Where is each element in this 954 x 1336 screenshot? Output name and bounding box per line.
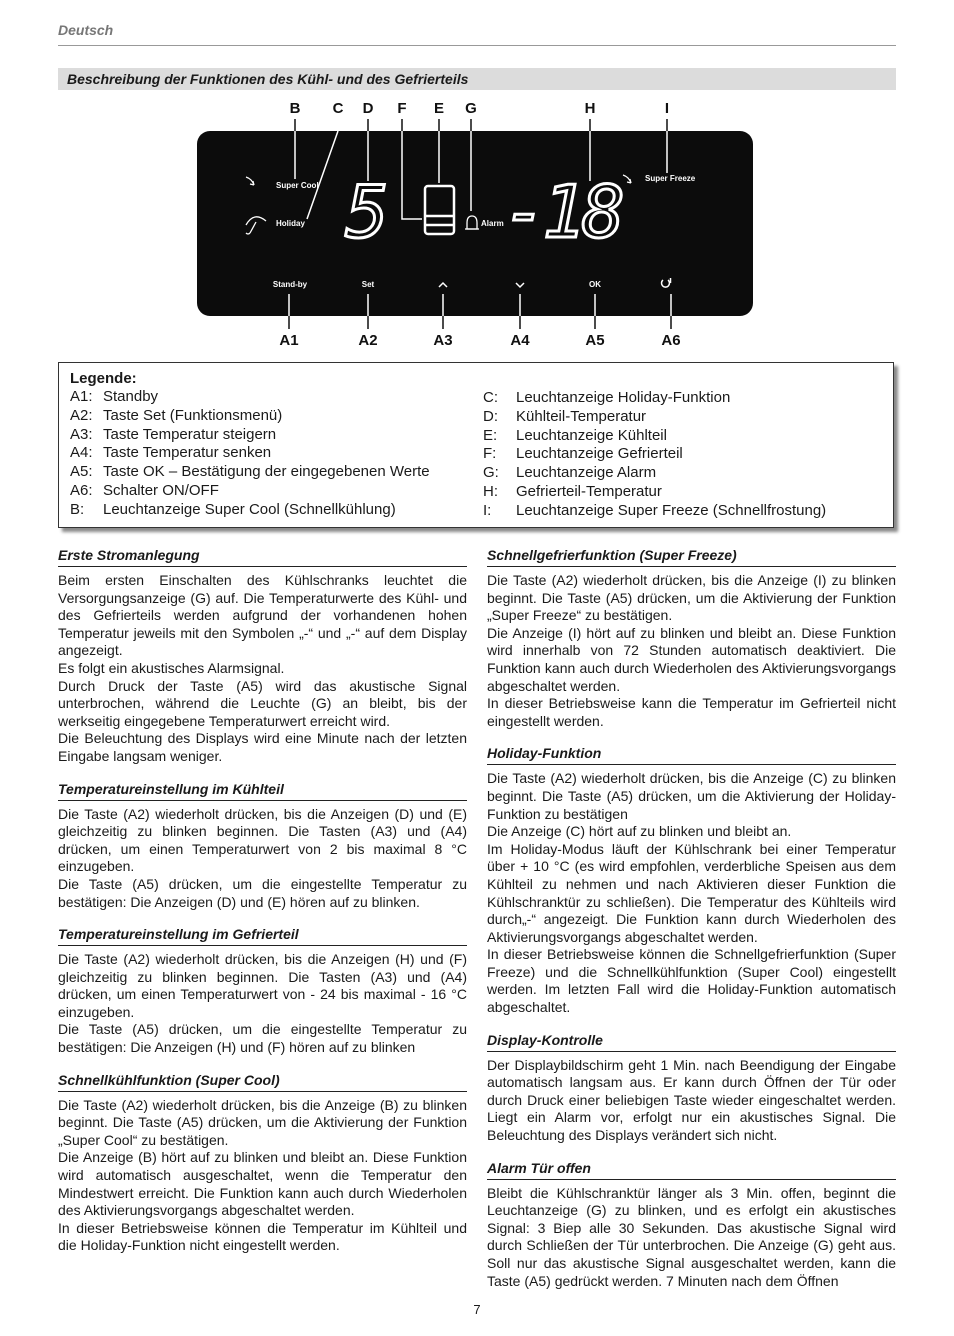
- legend-key: G:: [483, 464, 499, 482]
- legend-text: Leuchtanzeige Super Freeze (Schnellfrostung): [516, 501, 827, 519]
- legend-item: [483, 408, 826, 427]
- paragraph: Beim ersten Einschalten des Kühlschranks leuchtet die Versorgungsanzeige (G) auf. Die Temperaturwerte des Kühl- und des Gefrierteils werden aufgrund der vorhandenen hohen Temperatur jeweils mit den Symbolen „-“ und „-“ auf dem Display angezeigt.: [58, 572, 467, 659]
- label-d: D: [362, 100, 374, 117]
- legend-text: Leuchtanzeige Super Cool (Schnellkühlung): [103, 500, 396, 518]
- freezer-temperature-digits: -18: [502, 170, 622, 254]
- section-title: Temperatureinstellung im Kühlteil: [58, 780, 467, 801]
- legend-item: [70, 407, 430, 426]
- legend-text: Taste Temperatur steigern: [103, 425, 277, 443]
- legend-text: Leuchtanzeige Alarm: [516, 464, 657, 482]
- text-section: [58, 1071, 467, 1255]
- text-section: [487, 1031, 896, 1145]
- section-body: [487, 770, 896, 1016]
- section-title: Holiday-Funktion: [487, 744, 896, 765]
- legend-text: Taste Temperatur senken: [103, 444, 272, 462]
- legend-key: C:: [483, 389, 498, 406]
- legend-box: [58, 362, 894, 528]
- label-a4: A4: [510, 332, 530, 349]
- section-body: [58, 806, 467, 912]
- super-cool-label: Super Cool: [276, 181, 319, 190]
- text-section: [487, 744, 896, 1016]
- text-section: [487, 546, 896, 730]
- page-number: 7: [473, 1302, 481, 1317]
- paragraph: Die Taste (A5) drücken, um die eingestellte Temperatur zu bestätigen: Die Anzeigen (H) und (F) hören auf zu blinken: [58, 1021, 467, 1056]
- paragraph: Durch Druck der Taste (A5) wird das akustische Signal unterbrochen, während die Leuchte (G) an bleibt, bis der werkseitig eingegebene Temperaturwert erreicht wird.: [58, 677, 467, 729]
- label-a2: A2: [358, 332, 378, 349]
- section-body: [58, 1097, 467, 1255]
- legend-item: [70, 388, 430, 407]
- section-body: [487, 1185, 896, 1291]
- paragraph: In dieser Betriebsweise kann die Temperatur im Gefrierteil nicht eingestellt werden.: [487, 695, 896, 729]
- legend-text: Leuchtanzeige Holiday-Funktion: [516, 389, 731, 406]
- legend-key: A5:: [70, 463, 93, 481]
- left-text-column: [58, 546, 467, 1269]
- section-body: [58, 572, 467, 766]
- section-body: [58, 951, 467, 1057]
- legend-item: [70, 426, 430, 445]
- paragraph: Die Taste (A2) wiederholt drücken, bis die Anzeigen (D) und (E) gleichzeitig zu blinken beginnen. Die Tasten (A3) und (A4) drücken, um einen Temperaturwert von 2 bis maximal 8 °C einzugeben.: [58, 805, 467, 875]
- super-freeze-label: Super Freeze: [645, 174, 696, 183]
- text-section: [58, 925, 467, 1057]
- legend-text: Leuchtanzeige Gefrierteil: [516, 445, 683, 463]
- legend-item: [70, 444, 430, 463]
- paragraph: Bleibt die Kühlschranktür länger als 3 Min. offen, beginnt die Leuchtanzeige (G) zu blinken, und es erfolgt ein akustisches Signal: 3 Biep alle 30 Sekunden. Das akustische Signal wird durch Schließen der Tür unterbrochen. Die Anzeige (G) geht aus. Soll nur das akustische Signal ausgeschaltet werden, kann die Taste (A5) gedrückt werden. 7 Minuten nach dem Öffnen: [487, 1184, 896, 1289]
- header-language: Deutsch: [58, 22, 114, 38]
- label-a3: A3: [433, 332, 453, 349]
- right-text-column: [487, 546, 896, 1304]
- header-rule: [58, 45, 896, 46]
- text-section: [58, 780, 467, 912]
- label-h: H: [584, 100, 596, 117]
- section-title: Schnellkühlfunktion (Super Cool): [58, 1071, 467, 1092]
- legend-text: Taste Set (Funktionsmenü): [103, 406, 283, 424]
- fridge-temperature-digit: 5: [345, 170, 389, 254]
- legend-title: Legende:: [70, 370, 137, 387]
- label-b: B: [289, 100, 301, 117]
- set-button[interactable]: Set: [361, 280, 375, 289]
- paragraph: In dieser Betriebsweise können die Temperatur im Kühlteil und die Holiday-Funktion nicht eingestellt werden.: [58, 1219, 467, 1254]
- paragraph: Die Taste (A5) drücken, um die eingestellte Temperatur zu bestätigen: Die Anzeigen (D) und (E) hören auf zu blinken.: [58, 875, 467, 910]
- label-c: C: [332, 100, 344, 117]
- legend-key: A4:: [70, 444, 93, 462]
- label-g: G: [465, 100, 477, 117]
- legend-text: Schalter ON/OFF: [103, 481, 219, 499]
- legend-item: [70, 501, 430, 520]
- label-a1: A1: [279, 332, 299, 349]
- legend-text: Gefrierteil-Temperatur: [516, 482, 662, 500]
- legend-key: A3:: [70, 425, 93, 443]
- section-title: Erste Stromanlegung: [58, 546, 467, 567]
- legend-item: [483, 445, 826, 464]
- legend-item: [483, 483, 826, 502]
- paragraph: Die Anzeige (I) hört auf zu blinken und bleibt an. Diese Funktion wird innerhalb von 72 Stunden automatisch deaktiviert. Die Funktion kann auch durch Wiederholen des Aktivierungsvorgangs abgeschaltet werden.: [487, 624, 896, 694]
- alarm-label: Alarm: [481, 219, 504, 228]
- legend-item: [70, 482, 430, 501]
- legend-text: Standby: [103, 388, 159, 405]
- legend-key: A2:: [70, 406, 93, 424]
- section-title: Schnellgefrierfunktion (Super Freeze): [487, 546, 896, 567]
- paragraph: Die Taste (A2) wiederholt drücken, bis die Anzeige (C) zu blinken beginnt. Die Taste (A5) drücken, um die Aktivierung der Holiday-Funktion zu bestätigen: [487, 770, 896, 822]
- legend-key: A6:: [70, 481, 93, 499]
- section-title: Temperatureinstellung im Gefrierteil: [58, 925, 467, 946]
- legend-left-column: [70, 388, 430, 520]
- label-e: E: [433, 100, 445, 117]
- legend-text: Leuchtanzeige Kühlteil: [516, 426, 667, 444]
- section-banner: Beschreibung der Funktionen des Kühl- und des Gefrierteils: [58, 68, 896, 90]
- legend-item: [483, 502, 826, 521]
- legend-key: F:: [483, 445, 497, 463]
- paragraph: Die Taste (A2) wiederholt drücken, bis die Anzeigen (H) und (F) gleichzeitig zu blinken beginnen. Die Tasten (A3) und (A4) drücken, um einen Temperaturwert von - 24 bis maximal - 16 °C einzugeben.: [58, 951, 467, 1020]
- legend-text: Kühlteil-Temperatur: [516, 407, 647, 425]
- standby-button[interactable]: Stand-by: [272, 280, 308, 289]
- paragraph: Die Anzeige (B) hört auf zu blinken und bleibt an. Diese Funktion wird automatisch ausgeschaltet, wenn die Temperatur den Mindestwert erreicht. Die Funktion kann auch durch Wiederholen des Aktivierungsvorgangs abgeschaltet werden.: [58, 1149, 467, 1219]
- legend-key: E:: [483, 426, 498, 444]
- text-section: [487, 1159, 896, 1291]
- paragraph: In dieser Betriebsweise können die Schnellgefrierfunktion (Super Freeze) und die Schnellkühlfunktion (Super Cool) eingestellt werden. Im letzten Fall wird die Holiday-Funktion automatisch abgeschaltet.: [487, 946, 896, 1016]
- section-body: [487, 1057, 896, 1145]
- legend-item: [483, 427, 826, 446]
- paragraph: Der Displaybildschirm geht 1 Min. nach Beendigung der Eingabe automatisch langsam aus. Er kann durch Öffnen der Tür oder durch Druck einer beliebigen Taste wieder eingeschaltet werden. Liegt ein Alarm vor, erfolgt nur ein akustisches Signal. Die Beleuchtung des Displays verändert sich nicht.: [487, 1056, 896, 1144]
- legend-text: Taste OK – Bestätigung der eingegebenen Werte: [103, 463, 430, 481]
- paragraph: Die Anzeige (C) hört auf zu blinken und bleibt an.: [487, 823, 792, 840]
- label-i: I: [664, 100, 670, 117]
- legend-key: A1:: [70, 388, 93, 405]
- legend-key: H:: [483, 482, 498, 500]
- legend-key: I:: [483, 501, 492, 519]
- paragraph: Im Holiday-Modus läuft der Kühlschrank bei einer Temperatur über + 10 °C (es wird empfohlen, verderbliche Speisen aus dem Kühlteil zu nehmen und nach Aktivieren dieser Funktion die Kühlschranktür zu schließen). Die Temperatur des Kühlteils wird durch„-“ angezeigt. Die Funktion kann durch Wiederholen des Aktivierungsvorgangs abgeschaltet werden.: [487, 840, 896, 945]
- text-section: [58, 546, 467, 766]
- holiday-label: Holiday: [276, 219, 305, 228]
- paragraph: Es folgt ein akustisches Alarmsignal.: [58, 659, 285, 676]
- section-title: Display-Kontrolle: [487, 1031, 896, 1052]
- section-title: Alarm Tür offen: [487, 1159, 896, 1180]
- paragraph: Die Taste (A2) wiederholt drücken, bis die Anzeige (I) zu blinken beginnt. Die Taste (A5) drücken, um die Aktivierung der Funktion „Super Freeze“ zu bestätigen.: [487, 572, 896, 624]
- paragraph: Die Beleuchtung des Displays wird eine Minute nach der letzten Eingabe langsam weniger.: [58, 730, 467, 764]
- legend-item: [70, 463, 430, 482]
- paragraph: Die Taste (A2) wiederholt drücken, bis die Anzeige (B) zu blinken beginnt. Die Taste (A5) drücken, um die Aktivierung der Funktion „Super Cool“ zu bestätigen.: [58, 1096, 467, 1148]
- legend-key: D:: [483, 407, 498, 425]
- legend-item: [483, 464, 826, 483]
- label-a6: A6: [661, 332, 681, 349]
- control-panel-diagram: [190, 95, 760, 357]
- legend-key: B:: [70, 500, 85, 518]
- label-a5: A5: [585, 332, 605, 349]
- label-f: F: [397, 100, 407, 117]
- legend-right-column: [483, 389, 826, 521]
- legend-item: [483, 389, 826, 408]
- ok-button[interactable]: OK: [589, 280, 601, 289]
- section-body: [487, 572, 896, 730]
